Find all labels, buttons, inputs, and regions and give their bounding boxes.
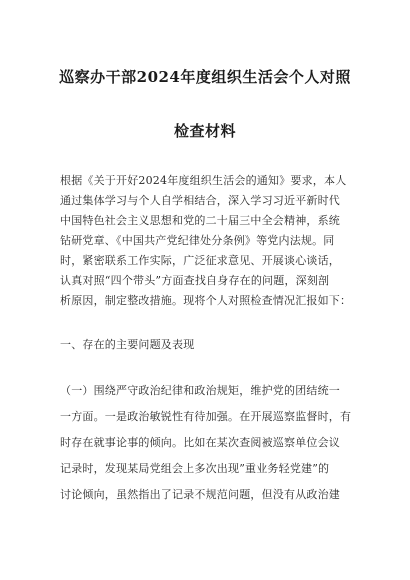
section-line-5: 讨论倾向，虽然指出了记录不规范问题，但没有从政治建 xyxy=(60,488,340,501)
body-line-4: 钻研党章、《中国共产党纪律处分条例》等党内法规。同 xyxy=(60,234,335,247)
body-line-2: 通过集体学习与个人自学相结合，深入学习习近平新时代 xyxy=(60,194,340,207)
body-line-6: 认真对照“四个带头”方面查找自身存在的问题，深刻剖 xyxy=(60,274,330,287)
section-line-3: 时存在就事论事的倾向。比如在某次查阅被巡察单位会议 xyxy=(60,436,340,449)
section-line-1: （一）围绕严守政治纪律和政治规矩，维护党的团结统一 xyxy=(60,384,340,397)
body-line-5: 时，紧密联系工作实际，广泛征求意见、开展谈心谈话， xyxy=(60,254,340,267)
document-title-line-2: 检查材料 xyxy=(173,122,236,140)
body-line-7: 析原因，制定整改措施。现将个人对照检查情况汇报如下： xyxy=(60,294,352,307)
document-title-line-1: 巡察办干部2024年度组织生活会个人对照 xyxy=(59,68,351,86)
section-line-2: 一方面。一是政治敏锐性有待加强。在开展巡察监督时，有 xyxy=(60,410,352,423)
section-heading: 一、存在的主要问题及表现 xyxy=(60,338,195,351)
body-line-1: 根据《关于开好2024年度组织生活会的通知》要求，本人 xyxy=(60,174,347,187)
section-line-4: 记录时，发现某局党组会上多次出现”重业务轻党建”的 xyxy=(60,462,330,475)
body-line-3: 中国特色社会主义思想和党的二十届三中全会精神，系统 xyxy=(60,214,340,227)
